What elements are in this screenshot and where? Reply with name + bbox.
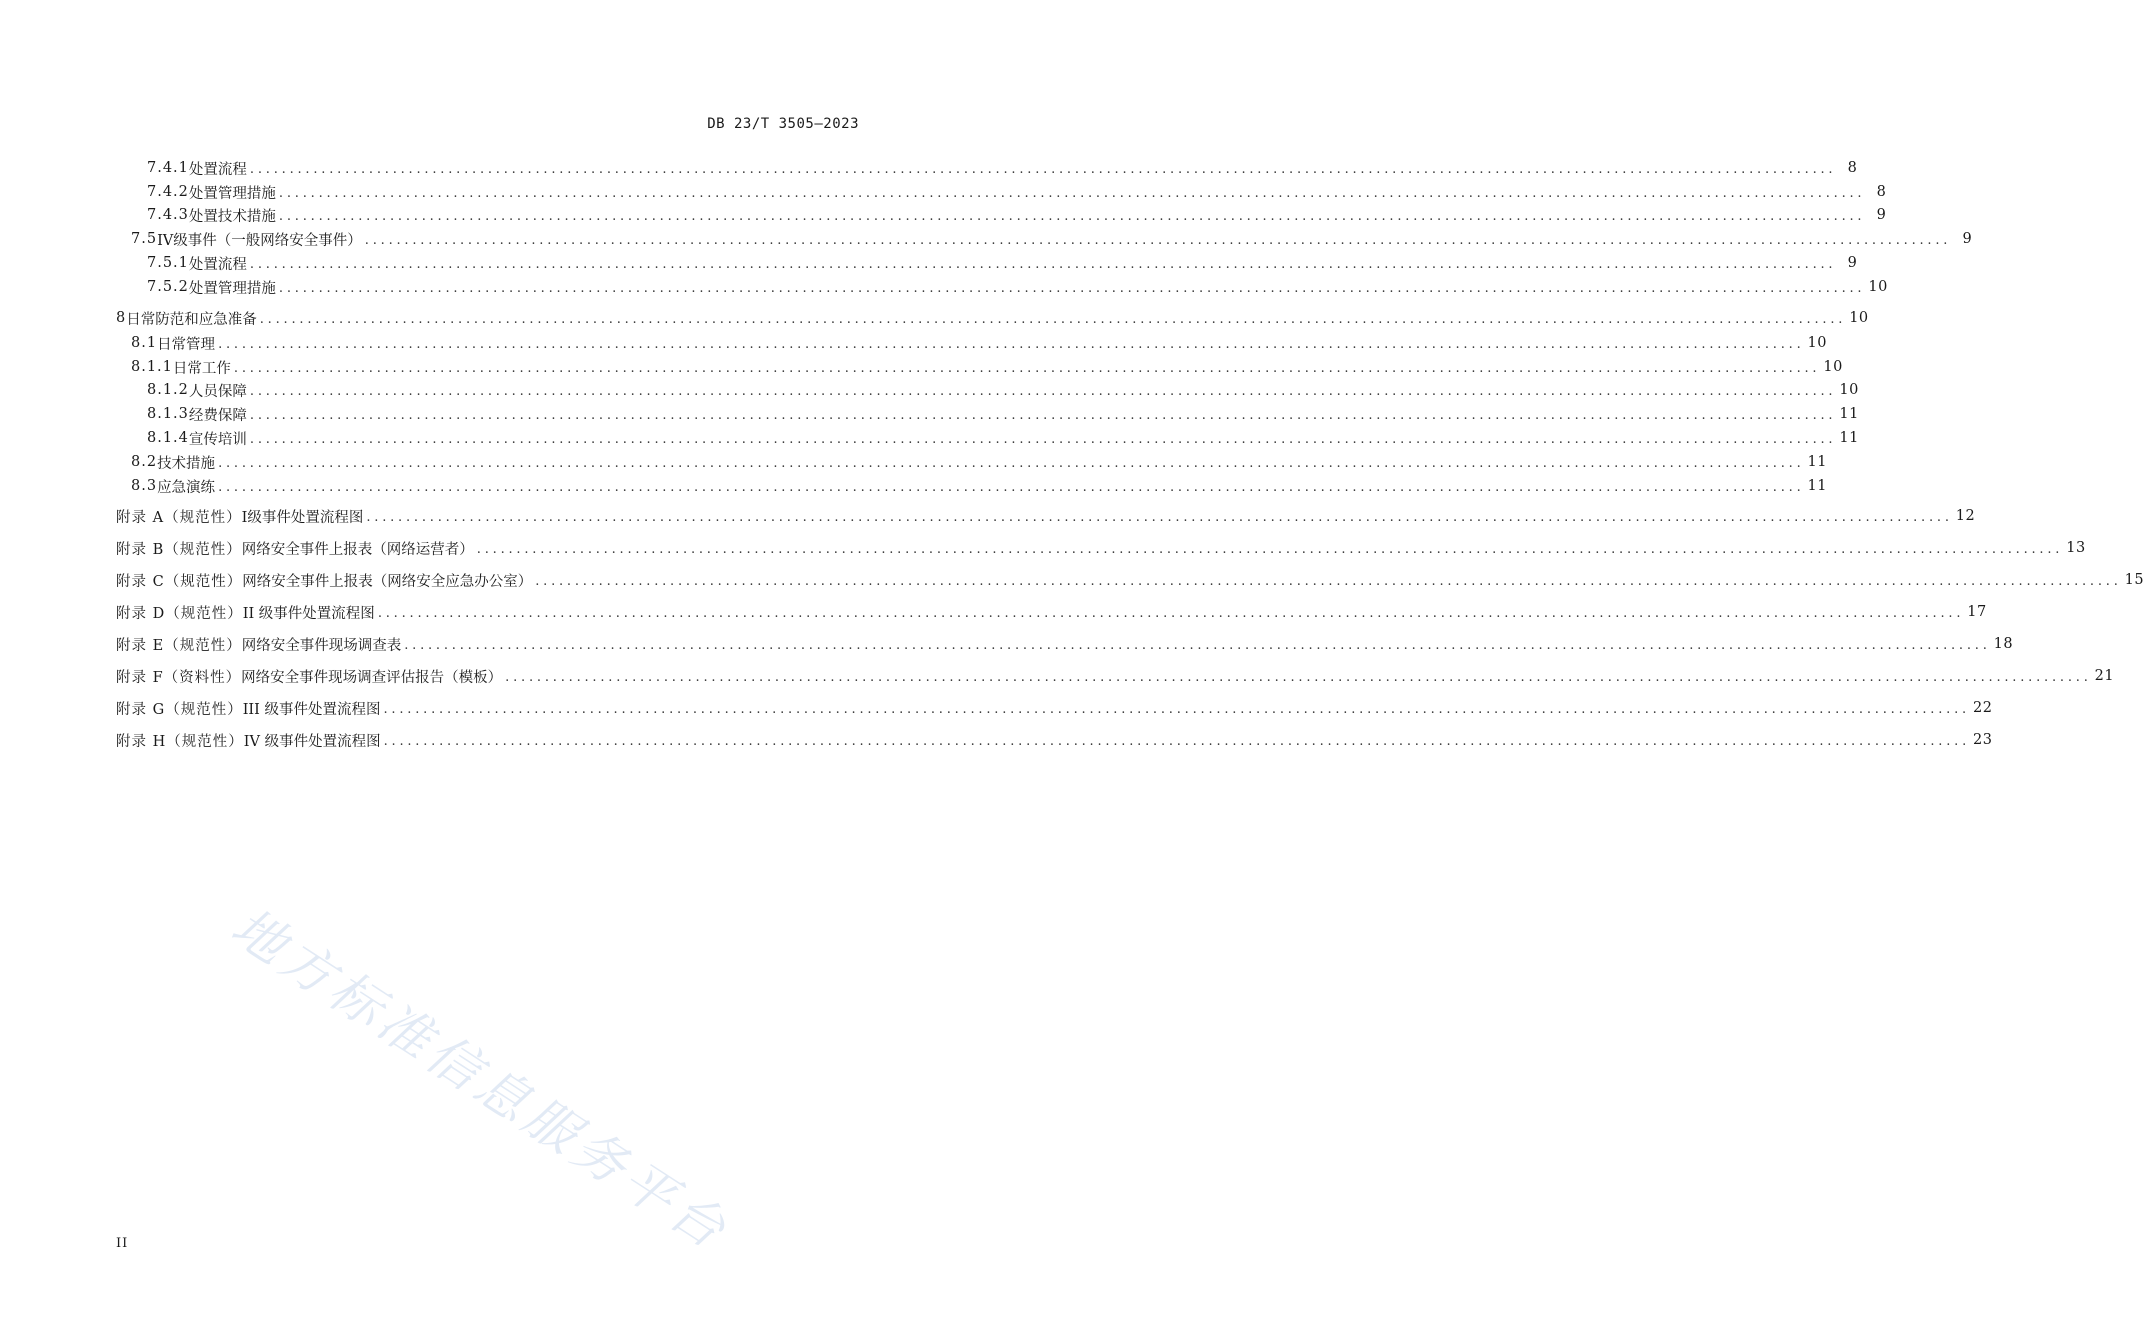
toc-entry-page: 9 (1962, 231, 1973, 247)
toc-entry-title: 处置流程 (188, 161, 247, 178)
toc-entry[interactable] (0, 357, 1843, 377)
toc-entry-title: I级事件处置流程图 (241, 509, 364, 526)
toc-entry[interactable] (0, 428, 1859, 448)
toc-entry-page: 10 (1839, 382, 1859, 398)
toc-entry-title: 日常防范和应急准备 (126, 311, 257, 328)
toc-leader-dots: ........................................................................................................................................................................................................ (535, 573, 2122, 589)
toc-entry[interactable] (0, 333, 1827, 353)
toc-entry-number: 8.2 (131, 454, 158, 470)
toc-entry-number: 7.5.2 (147, 279, 189, 295)
toc-entry-title: 技术措施 (157, 455, 216, 472)
toc-entry-page: 12 (1955, 508, 1976, 524)
toc-leader-dots: ........................................................................................................................................................................................................ (278, 185, 1866, 201)
toc-entry-title: IV级事件（一般网络安全事件） (157, 232, 362, 249)
toc-entry-number: 附录 E（规范性） (116, 637, 242, 654)
toc-entry-number: 7.4.2 (147, 184, 189, 200)
toc-entry-page: 9 (1876, 207, 1887, 223)
toc-entry-title: 处置管理措施 (188, 185, 276, 202)
toc-entry[interactable] (0, 634, 2014, 654)
toc-entry[interactable] (0, 698, 1993, 718)
toc-entry-title: IV 级事件处置流程图 (243, 733, 381, 750)
toc-leader-dots: ........................................................................................................................................................................................................ (383, 701, 1970, 717)
toc-entry[interactable] (0, 205, 1887, 225)
toc-entry[interactable] (0, 182, 1887, 202)
toc-entry-title: 日常管理 (157, 336, 216, 353)
toc-leader-dots: ........................................................................................................................................................................................................ (383, 733, 1971, 749)
toc-entry-title: 网络安全事件现场调查评估报告（模板） (241, 669, 503, 686)
toc-entry[interactable] (0, 277, 1888, 297)
toc-entry-page: 11 (1807, 478, 1827, 494)
toc-leader-dots: ........................................................................................................................................................................................................ (259, 311, 1847, 327)
toc-leader-dots: ........................................................................................................................................................................................................ (249, 256, 1837, 272)
toc-entry-title: 网络安全事件现场调查表 (241, 637, 402, 654)
toc-entry[interactable] (0, 452, 1827, 472)
toc-entry-number: 附录 G（规范性） (116, 701, 243, 718)
toc-entry-title: 处置管理措施 (188, 280, 276, 297)
toc-entry[interactable] (0, 404, 1859, 424)
toc-entry-page: 10 (1823, 359, 1843, 375)
toc-entry-number: 7.5.1 (147, 255, 189, 271)
toc-entry-number: 附录 D（规范性） (116, 605, 243, 622)
toc-entry-page: 21 (2094, 668, 2115, 684)
toc-entry-number: 8.1.2 (147, 382, 189, 398)
toc-leader-dots: ........................................................................................................................................................................................................ (278, 208, 1866, 224)
toc-entry-page: 11 (1839, 406, 1859, 422)
toc-entry[interactable] (0, 158, 1858, 178)
toc-entry[interactable] (0, 666, 2115, 686)
toc-entry-page: 18 (1993, 636, 2014, 652)
toc-entry-page: 22 (1972, 700, 1993, 716)
toc-leader-dots: ........................................................................................................................................................................................................ (377, 605, 1965, 621)
toc-entry-page: 10 (1807, 335, 1827, 351)
toc-leader-dots: ........................................................................................................................................................................................................ (278, 280, 1866, 296)
toc-entry-title: 人员保障 (188, 383, 247, 400)
toc-entry-page: 23 (1973, 732, 1993, 748)
toc-leader-dots: ........................................................................................................................................................................................................ (505, 669, 2092, 685)
toc-entry[interactable] (0, 730, 1993, 750)
toc-entry-number: 7.5 (131, 231, 158, 247)
toc-entry-title: 日常工作 (172, 360, 231, 377)
toc-entry-number: 附录 B（规范性） (116, 541, 242, 558)
toc-entry-number: 7.4.1 (147, 160, 189, 176)
toc-leader-dots: ........................................................................................................................................................................................................ (404, 637, 1991, 653)
toc-entry-title: 宣传培训 (188, 431, 247, 448)
toc-entry-number: 8.1.3 (147, 406, 189, 422)
toc-entry-page: 9 (1847, 255, 1858, 271)
toc-entry-number: 8.1.4 (147, 430, 189, 446)
toc-entry-number: 8 (116, 310, 127, 326)
toc-entry-number: 附录 C（规范性） (116, 573, 243, 590)
toc-entry-title: 处置技术措施 (188, 208, 276, 225)
toc-entry-number: 附录 F（资料性） (116, 669, 242, 686)
toc-entry[interactable] (0, 602, 1987, 622)
toc-leader-dots: ........................................................................................................................................................................................................ (249, 431, 1837, 447)
toc-entry-page: 10 (1849, 310, 1869, 326)
toc-entry-title: 经费保障 (188, 407, 247, 424)
toc-entry-number: 8.1 (131, 335, 158, 351)
toc-leader-dots: ........................................................................................................................................................................................................ (249, 383, 1837, 399)
toc-entry-title: 网络安全事件上报表（网络运营者） (241, 541, 474, 558)
document-id: DB 23/T 3505—2023 (707, 116, 859, 132)
toc-leader-dots: ........................................................................................................................................................................................................ (366, 509, 1953, 525)
toc-entry-page: 15 (2124, 572, 2144, 588)
toc-entry-number: 8.3 (131, 478, 158, 494)
toc-entry[interactable] (0, 506, 1976, 526)
toc-leader-dots: ........................................................................................................................................................................................................ (364, 232, 1952, 248)
toc-entry-title: 应急演练 (157, 479, 216, 496)
toc-entry[interactable] (0, 253, 1858, 273)
toc-entry-number: 7.4.3 (147, 207, 189, 223)
toc-entry[interactable] (0, 229, 1973, 249)
toc-leader-dots: ........................................................................................................................................................................................................ (218, 336, 1805, 352)
page-number: II (116, 1236, 129, 1251)
toc-entry[interactable] (0, 538, 2086, 558)
toc-entry[interactable] (0, 380, 1859, 400)
toc-entry-number: 附录 A（规范性） (116, 509, 242, 526)
toc-leader-dots: ........................................................................................................................................................................................................ (249, 161, 1837, 177)
toc-entry-page: 11 (1807, 454, 1827, 470)
toc-leader-dots: ........................................................................................................................................................................................................ (249, 407, 1837, 423)
toc-entry-title: 处置流程 (188, 256, 247, 273)
toc-entry-page: 8 (1876, 184, 1887, 200)
toc-entry-title: III 级事件处置流程图 (242, 701, 381, 718)
toc-leader-dots: ........................................................................................................................................................................................................ (233, 360, 1821, 376)
watermark-text: 地方标准信息服务平台 (220, 896, 740, 1264)
toc-leader-dots: ........................................................................................................................................................................................................ (218, 455, 1805, 471)
toc-entry[interactable] (0, 308, 1869, 328)
toc-entry-page: 13 (2066, 540, 2086, 556)
toc-leader-dots: ........................................................................................................................................................................................................ (218, 479, 1805, 495)
toc-leader-dots: ........................................................................................................................................................................................................ (476, 541, 2064, 557)
toc-entry-title: II 级事件处置流程图 (242, 605, 375, 622)
toc-entry-page: 8 (1847, 160, 1858, 176)
toc-entry-number: 附录 H（规范性） (116, 733, 244, 750)
toc-entry-page: 11 (1839, 430, 1859, 446)
toc-entry-number: 8.1.1 (131, 359, 173, 375)
toc-entry-title: 网络安全事件上报表（网络安全应急办公室） (242, 573, 533, 590)
toc-entry-page: 10 (1868, 279, 1888, 295)
toc-entry[interactable] (0, 570, 2144, 590)
toc-entry[interactable] (0, 476, 1827, 496)
toc-entry-page: 17 (1967, 604, 1987, 620)
